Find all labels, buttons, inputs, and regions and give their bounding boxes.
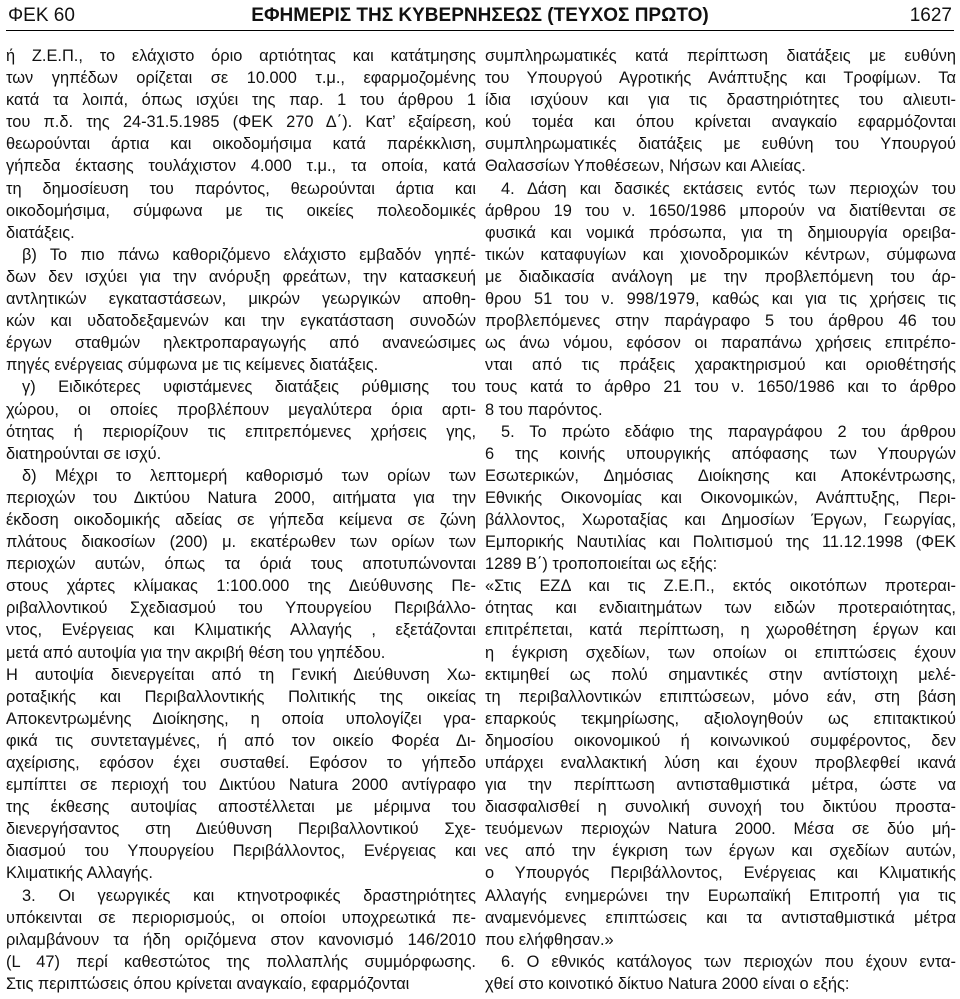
text-line: ροταξικής και Περιβαλλοντικής Πολιτικής της οικείας: [6, 687, 476, 706]
text-line: Κλιματικής Αλλαγής.: [6, 864, 153, 883]
text-line: των γηπέδων ορίζεται σε 10.000 τ.μ., εφαρμοζομένης: [6, 69, 476, 88]
text-line: κών και υδατοδεξαμενών και την εγκατάσταση συνοδών: [6, 312, 476, 331]
text-line: 6. Ο εθνικός κατάλογος των περιοχών που έχουν εντα-: [501, 952, 956, 971]
text-line: φυσικά και νομικά πρόσωπα, για τη δημιουργία ορειβα-: [485, 223, 956, 242]
text-line: γ) Ειδικότερες υφιστάμενες διατάξεις ρύθμισης του: [22, 378, 476, 397]
text-line: κατά τα λοιπά, όπως ισχύει της παρ. 1 του άρθρου 1: [6, 91, 476, 110]
text-line: διασφαλισθεί η συνολική συνοχή του δικτύου προστα-: [485, 798, 956, 817]
text-line: έκδοση οικοδομικής αδείας σε γήπεδα κείμενα σε ζώνη: [6, 510, 476, 529]
text-line: επαρκούς τεκμηρίωσης, αξιολογηθούν ως επιτακτικού: [485, 709, 956, 728]
text-line: ότητας και ενδιαιτημάτων των ειδών προτεραιότητας,: [485, 599, 956, 618]
text-line: 3. Οι γεωργικές και κτηνοτροφικές δραστηριότητες: [22, 886, 476, 905]
text-line: ότητας ή περιορίζουν τις επιτρεπόμενες χρήσεις γης,: [6, 422, 476, 441]
text-line: που ελήφθησαν.»: [485, 930, 614, 949]
text-line: φικά τις συντεταγμένες, ή από τον οικείο Φορέα Δι-: [6, 731, 476, 750]
text-line: 8 του παρόντος.: [485, 400, 603, 419]
text-line: θρου 51 του ν. 998/1979, καθώς και για τις χρήσεις τις: [485, 290, 956, 309]
text-line: χθεί στο κοινοτικό δίκτυο Natura 2000 είναι ο εξής:: [485, 974, 850, 993]
gazette-title: ΕΦΗΜΕΡΙΣ ΤΗΣ ΚΥΒΕΡΝΗΣΕΩΣ (ΤΕΥΧΟΣ ΠΡΩΤΟ): [251, 5, 709, 26]
text-line: Αλλαγής ενημερώνει την Ευρωπαϊκή Επιτροπή για τις: [485, 886, 956, 905]
text-line: βάλλοντος, Χωροταξίας και Δημοσίων Έργων, Γεωργίας,: [485, 510, 956, 529]
text-line: 1289 Β΄) τροποποιείται ως εξής:: [485, 555, 718, 574]
page-number: 1627: [909, 5, 952, 26]
text-line: της έκθεσης αυτοψίας αποστέλλεται με μέριμνα του: [6, 798, 476, 817]
text-line: εμπίπτει σε περιοχή του Δικτύου Natura 2000 αντίγραφο: [6, 776, 476, 795]
text-line: περιοχών αυτών, όπως τα όριά τους αποτυπώνονται: [6, 555, 476, 574]
text-line: Η αυτοψία διενεργείται από τη Γενική Διεύθυνση Χω-: [6, 665, 476, 684]
text-line: δ) Μέχρι το λεπτομερή καθορισμό των ορίων των: [22, 466, 476, 485]
text-line: στους χάρτες κλίμακας 1:100.000 της Διεύθυνσης Πε-: [6, 577, 476, 596]
text-line: ή Ζ.Ε.Π., το ελάχιστο όριο αρτιότητας και κατάτμησης: [6, 47, 476, 65]
text-line: 4. Δάση και δασικές εκτάσεις εντός των περιοχών του: [501, 179, 956, 198]
text-line: δων δεν ισχύει για την ανόρυξη φρεάτων, την κατασκευή: [6, 267, 476, 286]
text-line: υπάρχει εναλλακτική λύση και έχουν προβλεφθεί ικανά: [485, 754, 956, 772]
text-line: μετά από αυτοψία για την ακριβή θέση του γηπέδου.: [6, 643, 386, 662]
text-line: ντος, Ενέργειας και Κλιματικής Αλλαγής , εξετάζονται: [6, 621, 476, 640]
text-line: ίδια ισχύουν και για τις δραστηριότητες του αλιευτι-: [485, 91, 956, 110]
text-line: διατηρούνται σε ισχύ.: [6, 444, 162, 463]
text-line: (L 47) περί καθεστώτος της πολλαπλής συμμόρφωσης.: [6, 952, 476, 971]
text-line: β) Το πιο πάνω καθοριζόμενο ελάχιστο εμβαδόν γηπέ-: [22, 245, 476, 264]
text-line: τους κατά το άρθρο 21 του ν. 1650/1986 και το άρθρο: [485, 378, 956, 397]
text-line: δημοσίου οικονομικού ή κοινωνικού συμφέροντος, δεν: [485, 731, 956, 750]
gazette-issue-number: ΦΕΚ 60: [8, 5, 75, 26]
text-line: για την περίπτωση αντισταθμιστικά μέτρα, ώστε να: [485, 776, 956, 795]
text-line: χώρου, οι οποίες προβλέπουν μεγαλύτερα όρια αρτι-: [6, 400, 476, 419]
text-line: υπόκεινται σε περιορισμούς, οι οποίοι υποχρεωτικά πε-: [6, 908, 476, 927]
text-line: οικοδομήσιμα, σύμφωνα με τις οικείες πολεοδομικές: [6, 201, 476, 220]
text-line: συμπληρωματικές κατά περίπτωση διατάξεις με ευθύνη: [485, 47, 956, 65]
left-text-column: [6, 45, 476, 995]
text-line: έργων σταθμών ηλεκτροπαραγωγής από ανανεώσιμες: [6, 334, 476, 353]
right-text-column: [485, 45, 956, 995]
text-line: τευόμενων περιοχών Natura 2000. Μέσα σε δύο μή-: [485, 820, 956, 839]
text-line: ο Υπουργός Περιβάλλοντος, Ενέργειας και Κλιματικής: [485, 864, 956, 883]
text-line: ως άνω νόμου, εφόσον οι παραπάνω χρήσεις επιτρέπο-: [485, 334, 956, 353]
text-line: διατάξεις.: [6, 223, 75, 242]
text-line: προβλεπόμενες στην παράγραφο 5 του άρθρου 46 του: [485, 312, 956, 331]
text-line: πλάτους διακοσίων (200) μ. εκατέρωθεν των ορίων των: [6, 533, 476, 552]
text-line: νται από τις πράξεις χαρακτηρισμού και οριοθέτησής: [485, 356, 956, 375]
text-line: ριλαμβάνουν τα ήδη οριζόμενα στον κανονισμό 146/2010: [6, 930, 476, 949]
text-line: του π.δ. της 24-31.5.1985 (ΦΕΚ 270 Δ΄). Κατ’ εξαίρεση,: [6, 113, 476, 132]
text-line: Στις περιπτώσεις όπου κρίνεται αναγκαίο, εφαρμόζονται: [6, 974, 410, 993]
text-line: με διαδικασία ανάλογη με την προβλεπόμενη του άρ-: [485, 267, 956, 286]
text-line: διενεργήσαντος στη Διεύθυνση Περιβαλλοντικού Σχε-: [6, 820, 476, 839]
text-line: περιοχών του Δικτύου Natura 2000, αιτήματα για την: [6, 488, 476, 507]
text-line: διασμού του Υπουργείου Περιβάλλοντος, Ενέργειας και: [6, 842, 476, 861]
text-line: αναμενόμενες επιπτώσεις και τα αντισταθμιστικά μέτρα: [485, 908, 956, 927]
text-line: «Στις ΕΖΔ και τις Ζ.Ε.Π., εκτός οικοτόπων προτεραι-: [485, 577, 956, 596]
text-line: πηγές ενέργειας σύμφωνα με τις κείμενες διατάξεις.: [6, 356, 379, 375]
text-line: θεωρούνται άρτια και οικοδομήσιμα κατά παρέκκλιση,: [6, 135, 476, 154]
text-line: αχείρισης, εφόσον έχει συσταθεί. Εφόσον το γήπεδο: [6, 754, 476, 772]
text-line: Εμπορικής Ναυτιλίας και Πολιτισμού της 11.12.1998 (ΦΕΚ: [485, 533, 956, 552]
text-line: άρθρου 19 του ν. 1650/1986 μπορούν να διατίθενται σε: [485, 201, 956, 220]
text-line: τη περιβαλλοντικών επιπτώσεων, μόνο εάν, στη βάση: [485, 687, 956, 706]
text-line: Αποκεντρωμένης Διοίκησης, η οποία υπολογίζει γρα-: [6, 709, 476, 728]
text-line: τη δημοσίευση του παρόντος, θεωρούνται άρτια και: [6, 179, 476, 198]
text-line: τικών καταφυγίων και χιονοδρομικών κέντρων, σύμφωνα: [485, 245, 956, 264]
text-line: γήπεδα έκτασης τουλάχιστον 4.000 τ.μ., τα οποία, κατά: [6, 157, 476, 176]
text-line: συμπληρωματικές διατάξεις με ευθύνη του Υπουργού: [485, 135, 956, 154]
text-line: Εσωτερικών, Δημόσιας Διοίκησης και Αποκέντρωσης,: [485, 466, 956, 485]
page-header: [6, 4, 954, 31]
text-line: επιτρέπεται, κατά περίπτωση, η χωροθέτηση έργων και: [485, 621, 956, 640]
text-line: κού τομέα και όπου κρίνεται αναγκαίο εφαρμόζονται: [485, 113, 956, 132]
text-line: αντλητικών εγκαταστάσεων, μικρών γεωργικών αποθη-: [6, 290, 476, 309]
text-line: 5. Το πρώτο εδάφιο της παραγράφου 2 του άρθρου: [501, 422, 956, 441]
text-line: εκτιμηθεί ως πολύ σημαντικές στην αντίστοιχη μελέ-: [485, 665, 956, 684]
text-line: 6 της κοινής υπουργικής απόφασης των Υπουργών: [485, 444, 956, 463]
text-line: ριβαλλοντικού Σχεδιασμού του Υπουργείου Περιβάλλο-: [6, 599, 476, 618]
text-line: νες από την έγκριση των έργων και σχεδίων αυτών,: [485, 842, 956, 861]
text-line: Εθνικής Οικονομίας και Οικονομικών, Ανάπτυξης, Περι-: [485, 488, 956, 507]
text-line: Θαλασσίων Υποθέσεων, Νήσων και Αλιείας.: [485, 157, 806, 176]
text-line: του Υπουργού Αγροτικής Ανάπτυξης και Τροφίμων. Τα: [485, 69, 956, 88]
text-line: η έγκριση σχεδίων, των οποίων οι επιπτώσεις έχουν: [485, 643, 956, 662]
